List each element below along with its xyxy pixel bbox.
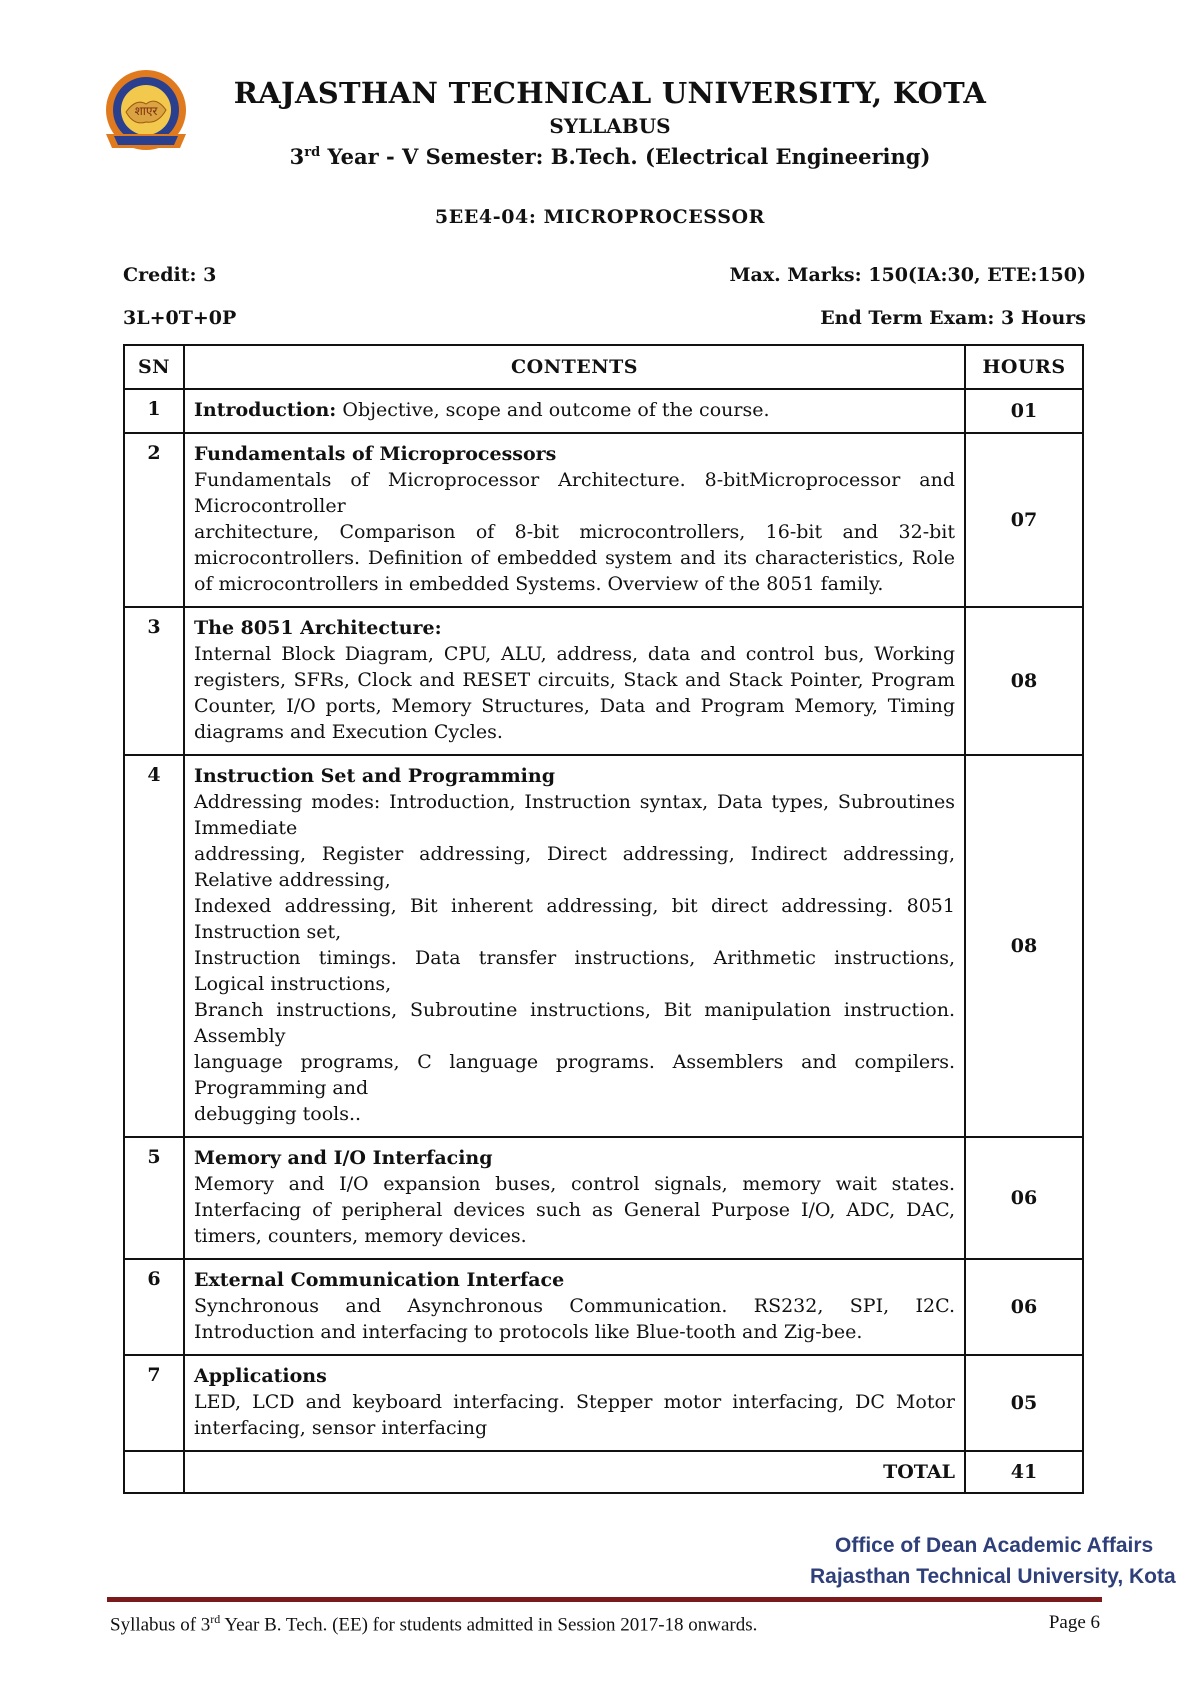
- topic-description: Addressing modes: Introduction, Instruction syntax, Data types, Subroutines Immediate: [194, 791, 955, 839]
- row-contents: [184, 607, 965, 755]
- topic-title: Memory and I/O Interfacing: [194, 1147, 493, 1169]
- semester-text: Year - V Semester: B.Tech. (Electrical Engineering): [320, 144, 931, 169]
- row-contents: [184, 1259, 965, 1355]
- topic-title: Instruction Set and Programming: [194, 765, 555, 787]
- table-header-row: [124, 345, 1083, 389]
- topic-description: language programs, C language programs. Assemblers and compilers. Programming and: [194, 1051, 955, 1099]
- topic-description: Synchronous and Asynchronous Communication. RS232, SPI, I2C. Introduction and interfacing to protocols like Blue-tooth and Zig-bee.: [194, 1295, 955, 1343]
- year-number: 3: [289, 144, 305, 169]
- credit: Credit: 3: [123, 264, 217, 286]
- total-sn-empty: [124, 1451, 184, 1493]
- footer-sup: rd: [210, 1612, 221, 1626]
- syllabus-table: [123, 344, 1084, 1494]
- university-name: RAJASTHAN TECHNICAL UNIVERSITY, KOTA: [233, 76, 987, 110]
- row-sn: 5: [124, 1137, 184, 1259]
- topic-description: architecture, Comparison of 8-bit microcontrollers, 16-bit and 32-bit microcontrollers. Definition of embedded system and its characteristics, Role of microcontrollers in embedded Systems. Overview of the 8051 family.: [194, 521, 955, 595]
- footer-post: Year B. Tech. (EE) for students admitted in Session 2017-18 onwards.: [220, 1614, 758, 1636]
- ltp: 3L+0T+0P: [123, 307, 237, 329]
- table-row: [124, 755, 1083, 1137]
- row-hours: 06: [965, 1137, 1083, 1259]
- table-row: [124, 389, 1083, 433]
- stamp-line-2: Rajasthan Technical University, Kota: [810, 1565, 1176, 1588]
- table-row: [124, 1259, 1083, 1355]
- row-contents: [184, 755, 965, 1137]
- row-hours: 01: [965, 389, 1083, 433]
- university-logo: [96, 68, 196, 156]
- topic-description: Memory and I/O expansion buses, control signals, memory wait states. Interfacing of peripheral devices such as General Purpose I/O, ADC, DAC, timers, counters, memory devices.: [194, 1173, 955, 1247]
- row-sn: 7: [124, 1355, 184, 1451]
- topic-description: addressing, Register addressing, Direct addressing, Indirect addressing, Relative addressing,: [194, 843, 955, 891]
- total-row: [124, 1451, 1083, 1493]
- row-hours: 07: [965, 433, 1083, 607]
- row-hours: 05: [965, 1355, 1083, 1451]
- page-number: Page 6: [1048, 1612, 1100, 1633]
- topic-description: Indexed addressing, Bit inherent addressing, bit direct addressing. 8051 Instruction set,: [194, 895, 955, 943]
- row-sn: 2: [124, 433, 184, 607]
- topic-description: Branch instructions, Subroutine instructions, Bit manipulation instruction. Assembly: [194, 999, 955, 1047]
- footer-text: [110, 1612, 757, 1636]
- row-contents: [184, 433, 965, 607]
- row-contents: [184, 1355, 965, 1451]
- topic-title: Introduction:: [194, 399, 337, 421]
- semester-heading: [210, 144, 1010, 169]
- topic-description: LED, LCD and keyboard interfacing. Stepper motor interfacing, DC Motor interfacing, sensor interfacing: [194, 1391, 955, 1439]
- table-row: [124, 1137, 1083, 1259]
- header-hours: HOURS: [965, 345, 1083, 389]
- max-marks: Max. Marks: 150(IA:30, ETE:150): [729, 264, 1086, 286]
- topic-description: Objective, scope and outcome of the course.: [342, 399, 770, 421]
- header-contents: CONTENTS: [184, 345, 965, 389]
- stamp-line-1: Office of Dean Academic Affairs: [835, 1534, 1154, 1557]
- topic-description: debugging tools..: [194, 1103, 362, 1125]
- topic-description: Instruction timings. Data transfer instructions, Arithmetic instructions, Logical instructions,: [194, 947, 955, 995]
- row-hours: 08: [965, 755, 1083, 1137]
- row-sn: 4: [124, 755, 184, 1137]
- row-hours: 06: [965, 1259, 1083, 1355]
- topic-description: Internal Block Diagram, CPU, ALU, address, data and control bus, Working registers, SFRs, Clock and RESET circuits, Stack and Stack Pointer, Program Counter, I/O ports, Memory Structures, Data and Program Memory, Timing diagrams and Execution Cycles.: [194, 643, 955, 743]
- document-type: SYLLABUS: [549, 114, 671, 138]
- topic-title: External Communication Interface: [194, 1269, 565, 1291]
- footer-pre: Syllabus of 3: [110, 1614, 211, 1636]
- exam-duration: End Term Exam: 3 Hours: [820, 307, 1086, 329]
- table-row: [124, 433, 1083, 607]
- logo-text: शाएर: [134, 104, 158, 118]
- row-sn: 1: [124, 389, 184, 433]
- header-sn: SN: [124, 345, 184, 389]
- row-contents: [184, 1137, 965, 1259]
- rtu-seal-icon: [96, 68, 196, 156]
- total-hours: 41: [965, 1451, 1083, 1493]
- row-contents: [184, 389, 965, 433]
- total-label: TOTAL: [184, 1451, 965, 1493]
- row-hours: 08: [965, 607, 1083, 755]
- topic-title: The 8051 Architecture:: [194, 617, 442, 639]
- topic-title: Fundamentals of Microprocessors: [194, 443, 557, 465]
- topic-description: Fundamentals of Microprocessor Architecture. 8-bitMicroprocessor and Microcontroller: [194, 469, 955, 517]
- topic-title: Applications: [194, 1365, 327, 1387]
- course-title: 5EE4-04: MICROPROCESSOR: [434, 206, 766, 228]
- table-row: [124, 607, 1083, 755]
- year-suffix: rd: [304, 145, 321, 160]
- row-sn: 6: [124, 1259, 184, 1355]
- row-sn: 3: [124, 607, 184, 755]
- table-row: [124, 1355, 1083, 1451]
- footer-divider: [107, 1597, 1102, 1602]
